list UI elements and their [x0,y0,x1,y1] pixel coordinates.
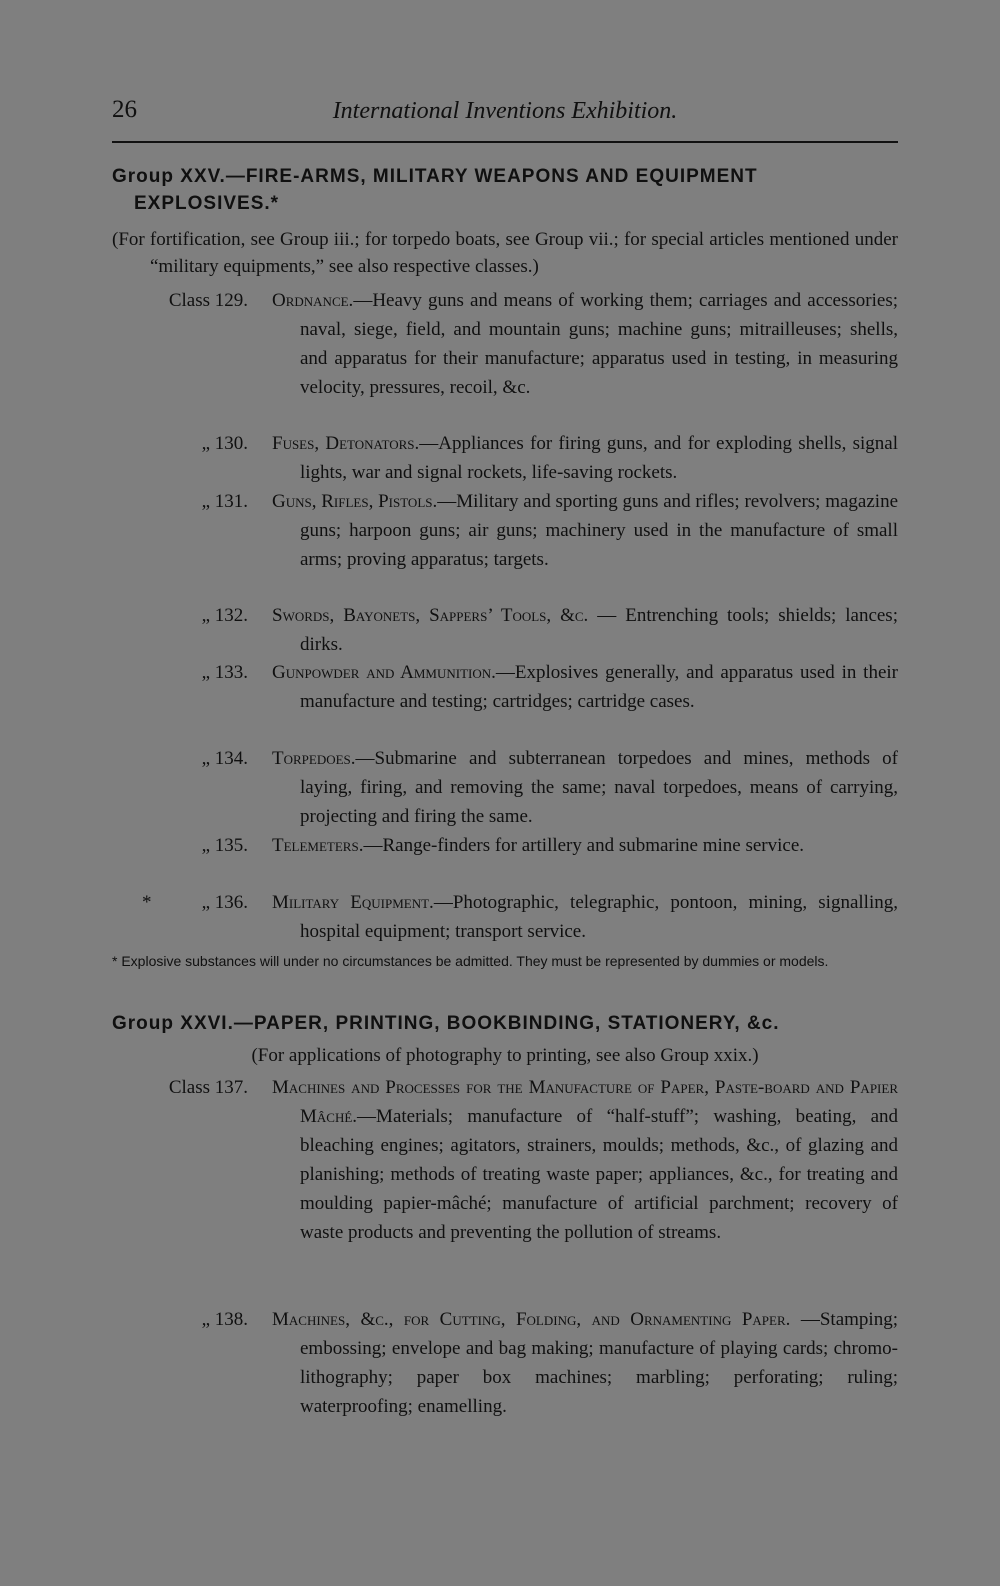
class-title: Fuses, Detonators. [272,433,420,454]
class-body [272,658,898,716]
footnote-marker: * [142,892,152,913]
class-label: „ 132. [201,605,248,626]
class-text: —Materials; manufacture of “half-stuff”; washing, beating, and bleaching engines; agitators, strainers, moulds; methods, &c., of glazing and planishing; methods of treating waste paper; appliances, &c., for treating and moulding papier-mâché; manufacture of artificial parchment; recovery of waste products and preventing the pollution of streams. [300,1106,898,1243]
class-entry [112,429,898,483]
page-header [112,96,898,132]
footnote: * Explosive substances will under no circumstances be admitted. They must be represented by dummies or models. [112,953,829,969]
class-text: —Range-finders for artillery and submarine mine service. [363,835,805,856]
group-note: (For fortification, see Group iii.; for torpedo boats, see Group vii.; for special articles mentioned under “military equipments,” see also respective classes.) [112,229,898,277]
class-title: Torpedoes. [272,748,356,769]
class-entry [112,658,898,712]
class-title: Telemeters. [272,835,364,856]
group-title-line: Group XXV.—FIRE-ARMS, MILITARY WEAPONS AND EQUIPMENT [112,166,758,187]
class-body [272,744,898,831]
group-title-line: Group XXVI.—PAPER, PRINTING, BOOKBINDING, STATIONERY, &c. [112,1013,780,1034]
class-label: „ 130. [201,433,248,454]
class-title: Machines, &c., for Cutting, Folding, and Ornamenting Paper. [272,1309,791,1330]
class-title: Machines and Processes for the Manufacture of Paper, Paste-board and Papier Mâché. [272,1077,898,1127]
class-label: „ 138. [201,1309,248,1330]
page-number: 26 [112,96,137,123]
class-label: „ 134. [201,748,248,769]
class-label: „ 136. [201,892,248,913]
class-label: „ 133. [201,662,248,683]
class-text: —Submarine and subterranean torpedoes and mines, methods of laying, firing, and removing the same; naval torpedoes, means of carrying, projecting and firing the same. [300,748,898,827]
running-title: International Inventions Exhibition. [332,98,678,124]
class-text: —Military and sporting guns and rifles; revolvers; magazine guns; harpoon guns; air guns; machinery used in the manufacture of small arms; proving apparatus; targets. [300,491,898,570]
class-entry [112,888,898,942]
class-entry [112,1073,898,1243]
class-title: Military Equipment. [272,892,434,913]
group-heading [112,163,898,217]
class-text: — Entrenching tools; shields; lances; dirks. [300,605,898,655]
class-body [272,1073,898,1247]
class-text: —Appliances for firing guns, and for exploding shells, signal lights, war and signal rockets, life-saving rockets. [300,433,898,483]
class-entry [112,831,898,856]
class-label: Class 129. [168,290,248,311]
class-entry [112,1305,898,1417]
class-title: Ordnance. [272,290,354,311]
class-body [272,888,898,946]
class-text: —Explosives generally, and apparatus used in their manufacture and testing; cartridges; cartridge cases. [300,662,898,712]
group-note: (For applications of photography to printing, see also Group xxix.) [251,1045,759,1066]
class-text: —Heavy guns and means of working them; carriages and accessories; naval, siege, field, and mountain guns; machine guns; mitrailleuses; shells, and apparatus for their manufacture; apparatus used in testing, in measuring velocity, pressures, recoil, &c. [300,290,898,398]
class-label: „ 135. [201,835,248,856]
class-title: Gunpowder and Ammunition. [272,662,496,683]
class-entry [112,286,898,398]
class-label: Class 137. [168,1077,248,1098]
group-title-line: EXPLOSIVES.* [134,193,280,214]
class-entry [112,487,898,570]
class-entry [112,601,898,655]
group-heading [112,1010,898,1037]
class-title: Swords, Bayonets, Sappers’ Tools, &c. [272,605,589,626]
class-text: —Stamping; embossing; envelope and bag making; manufacture of playing cards; chromo-lithography; paper box machines; marbling; perforating; ruling; waterproofing; enamelling. [300,1309,898,1417]
class-body [272,286,898,402]
class-title: Guns, Rifles, Pistols. [272,491,438,512]
class-body [272,601,898,659]
class-text: —Photographic, telegraphic, pontoon, mining, signalling, hospital equipment; transport service. [300,892,898,942]
class-body [272,831,898,860]
class-entry [112,744,898,827]
class-body [272,1305,898,1421]
class-body [272,429,898,487]
class-label: „ 131. [201,491,248,512]
class-body [272,487,898,574]
header-rule [112,141,898,143]
